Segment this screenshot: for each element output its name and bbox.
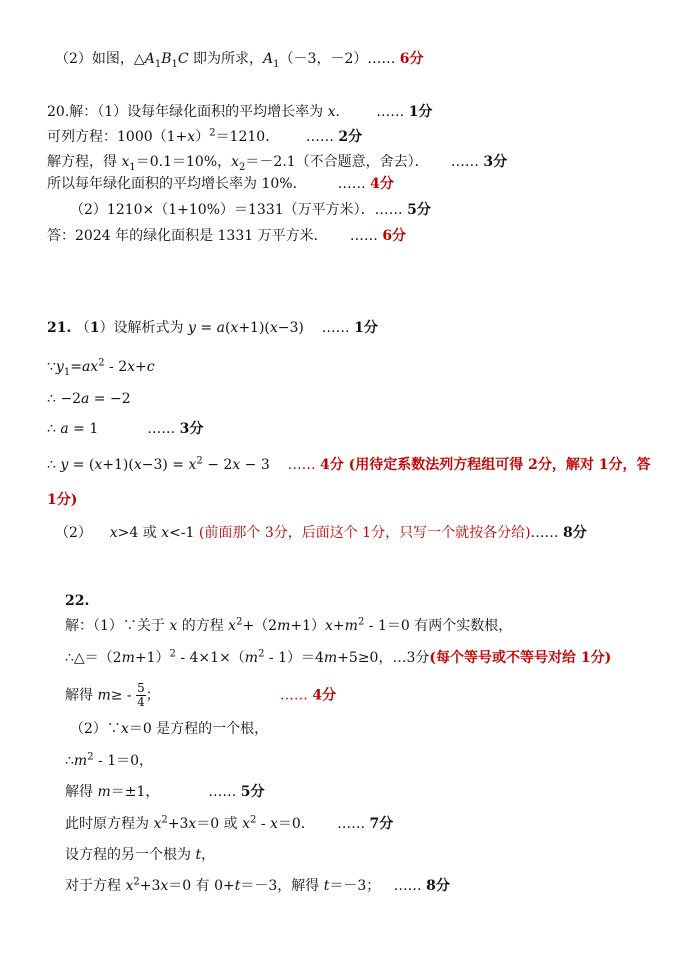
answer-line-22-4: （2）∵x＝0 是方程的一个根， <box>70 721 269 737</box>
answer-line-22-9: 对于方程 $x^2+3x=0$ 有 0+t＝－3，解得 t＝－3； …… 8分 <box>65 876 450 894</box>
answer-line-20-6: 答：2024 年的绿化面积是 1331 万平方米． …… 6分 <box>47 228 407 244</box>
score-label: 6分 <box>399 51 424 67</box>
answer-line-22-1: 解：（1）∵关于 x 的方程 $x^2+(2m+1)x+m^2 - 1=0$ 有两个实数根， <box>65 616 513 634</box>
answer-line-20-4: 所以每年绿化面积的平均增长率为 10%． …… 4分 <box>47 176 394 192</box>
answer-line-22-6: 解得 m＝±1， …… 5分 <box>65 784 265 800</box>
answer-line-21-7: （2） x>4 或 x<-1 (前面那个 3分，后面这个 1分，只写一个就按各分给)…… 8分 <box>55 525 587 541</box>
answer-line-19-2: （2）如图，$\triangle A_1B_1C$ 即为所求，$A_1(-3$，－2）…… 6分 <box>55 51 424 70</box>
answer-line-20-5: （2）1210×（1+10%）＝1331（万平方米）．…… 5分 <box>70 202 431 218</box>
answer-line-22-5: $\therefore m^2 - 1=0$， <box>65 751 154 769</box>
answer-line-21-6: 1分) <box>47 492 78 508</box>
answer-line-20-3: 解方程，得 $x_1=0.1=10\%$，$x_2=-2.1$（不合题意，舍去）． …… 3分 <box>47 154 508 173</box>
answer-line-21-5: ∴ $y = (x+1)(x-3) = x^2 - 2x - 3$ …… 4分 (用待定系数法列方程组可得 2分，解对 1分，答 <box>47 455 651 473</box>
answer-line-22-8: 设方程的另一个根为 t， <box>65 847 216 863</box>
answer-line-20-1: 20.解：（1）设每年绿化面积的平均增长率为 x． …… 1分 <box>47 104 433 120</box>
fraction-5-4: $\frac{5}{4}$ <box>137 681 145 709</box>
answer-line-21-1: 21. （1）设解析式为 y = a(x+1)(x−3) …… 1分 <box>47 320 378 336</box>
answer-line-22-7: 此时原方程为 $x^2+3x=0$ 或 $x^2 - x=0$． …… 7分 <box>65 814 394 832</box>
answer-line-21-3: ∴ −2a = −2 <box>47 391 131 407</box>
answer-line-21-2: $\because y_1=ax^2 - 2x+c$ <box>47 357 155 378</box>
answer-line-22-2: $\therefore\triangle=(2m+1)^2 - 4\times 1\times(m^2 - 1)=4m+5\ge 0$，…3分(每个等号或不等号对给 1分) <box>65 648 612 666</box>
answer-line-22-3: 解得 m≥ - $\frac{5}{4}$ ； …… 4分 <box>65 681 337 709</box>
answer-line-21-4: ∴ a = 1 …… 3分 <box>47 421 204 437</box>
problem-22-number: 22. <box>65 593 90 609</box>
answer-line-20-2: 可列方程：$1000(1+x)^2=1210$． …… 2分 <box>47 127 363 145</box>
